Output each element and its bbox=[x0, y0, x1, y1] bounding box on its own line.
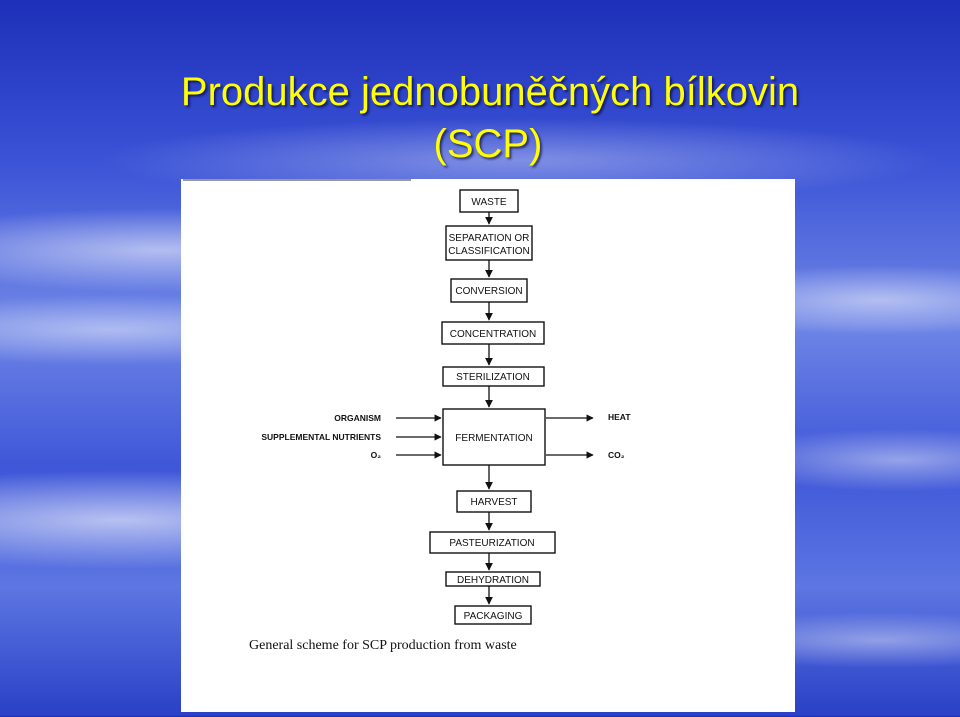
step-separation-label-line2: CLASSIFICATION bbox=[448, 246, 530, 257]
input-nutrients-label: SUPPLEMENTAL NUTRIENTS bbox=[261, 432, 381, 442]
scp-flow-diagram bbox=[181, 179, 795, 712]
step-waste-label: WASTE bbox=[471, 197, 507, 208]
step-dehydration bbox=[446, 572, 540, 586]
step-dehydration-label: DEHYDRATION bbox=[456, 575, 530, 586]
input-organism-label: ORGANISM bbox=[334, 413, 381, 423]
step-pasteurization bbox=[430, 532, 555, 553]
step-sterilization bbox=[443, 367, 544, 386]
step-concentration bbox=[442, 322, 544, 344]
slide-title: Produkce jednobuněčných bílkovin bbox=[180, 70, 800, 114]
input-oxygen-label: O₂ bbox=[370, 450, 381, 460]
step-separation-label-line1: SEPARATION OR bbox=[448, 233, 530, 244]
step-pasteurization-label: PASTEURIZATION bbox=[449, 538, 535, 549]
diagram-panel bbox=[181, 179, 795, 712]
output-co2-label: CO₂ bbox=[608, 450, 625, 460]
step-concentration-label: CONCENTRATION bbox=[449, 329, 537, 340]
slide-title-abbreviation: (SCP) bbox=[433, 122, 543, 166]
step-conversion-label: CONVERSION bbox=[455, 286, 523, 297]
output-heat-label: HEAT bbox=[608, 412, 631, 422]
step-fermentation-label: FERMENTATION bbox=[455, 433, 533, 444]
step-conversion bbox=[451, 279, 527, 302]
step-harvest bbox=[457, 491, 531, 512]
diagram-caption: General scheme for SCP production from waste bbox=[249, 638, 517, 653]
step-fermentation bbox=[443, 409, 545, 465]
step-sterilization-label: STERILIZATION bbox=[456, 372, 530, 383]
step-harvest-label: HARVEST bbox=[470, 497, 518, 508]
step-waste bbox=[460, 190, 518, 212]
output-arrows bbox=[546, 418, 593, 455]
step-packaging bbox=[455, 606, 531, 624]
step-separation bbox=[446, 226, 532, 260]
input-arrows bbox=[396, 418, 441, 455]
step-packaging-label: PACKAGING bbox=[463, 611, 523, 622]
